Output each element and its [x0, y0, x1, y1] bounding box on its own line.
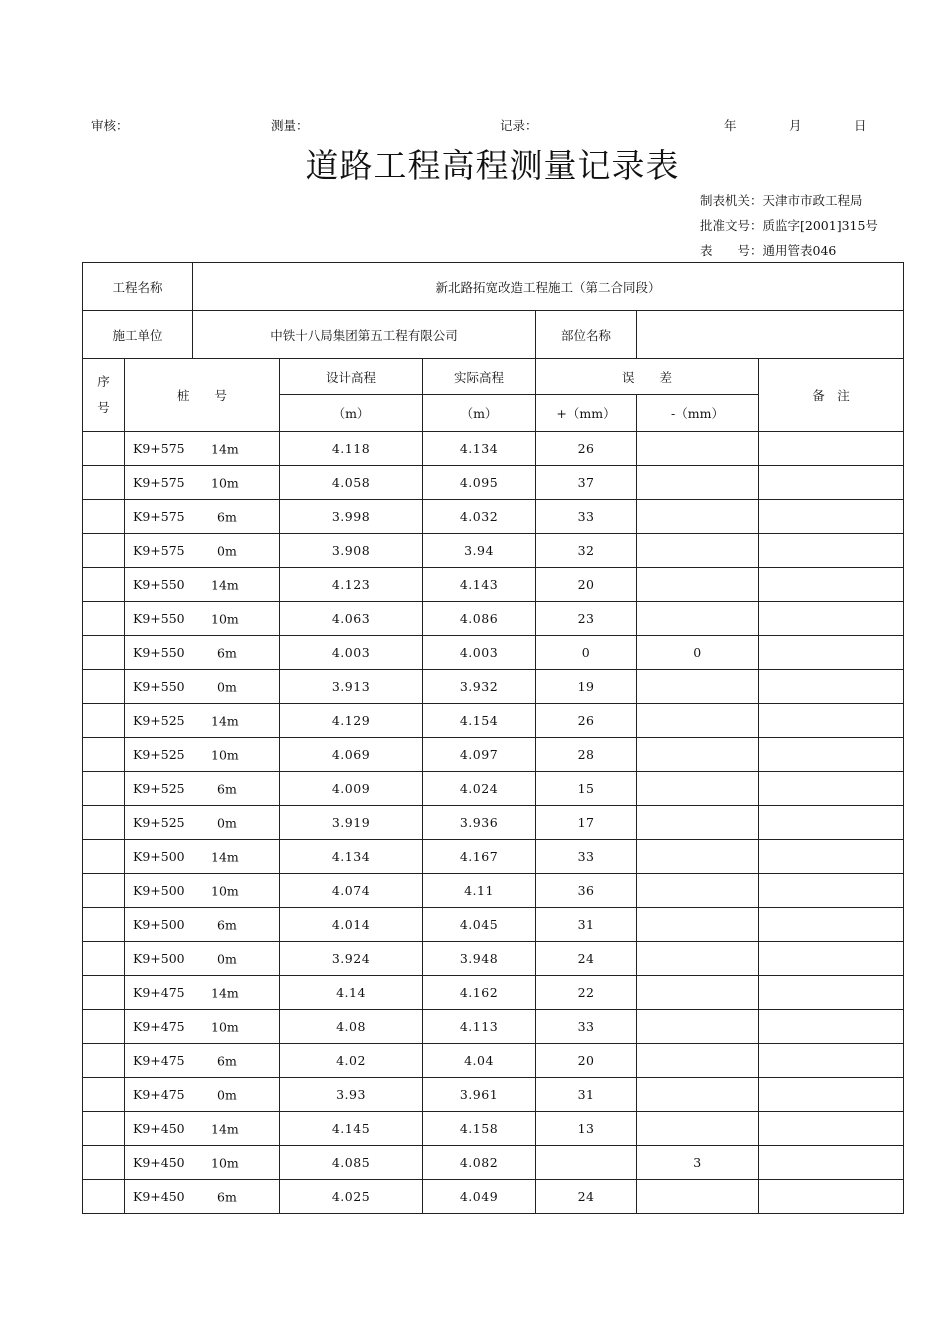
actual-elevation-cell: 4.04: [423, 1044, 536, 1078]
stake-offset: 6m: [217, 1189, 237, 1204]
review-label: 审核：: [91, 118, 129, 133]
actual-elevation-cell: 4.045: [423, 908, 536, 942]
actual-elevation-cell: 4.095: [423, 466, 536, 500]
design-elevation-cell: 3.908: [280, 534, 423, 568]
plus-error-cell: 20: [536, 568, 637, 602]
seq-cell: [83, 942, 125, 976]
minus-error-cell: 0: [637, 636, 759, 670]
design-elevation-cell: 3.913: [280, 670, 423, 704]
seq-cell: [83, 1044, 125, 1078]
unit-label: 施工单位: [83, 311, 193, 359]
stake-cell: [125, 1180, 280, 1214]
table-row: [83, 500, 904, 534]
remark-cell: [759, 1044, 904, 1078]
seq-cell: [83, 1010, 125, 1044]
actual-elevation-cell: 4.113: [423, 1010, 536, 1044]
design-elevation-cell: 4.074: [280, 874, 423, 908]
minus-error-cell: [637, 500, 759, 534]
stake-cell: [125, 806, 280, 840]
minus-error-cell: [637, 1078, 759, 1112]
remark-cell: [759, 670, 904, 704]
table-row: [83, 432, 904, 466]
seq-cell: [83, 636, 125, 670]
minus-error-cell: [637, 466, 759, 500]
plus-error-cell: 24: [536, 1180, 637, 1214]
table-row: [83, 534, 904, 568]
stake-chainage: K9+550: [133, 679, 185, 694]
seq-cell: [83, 1078, 125, 1112]
stake-offset: 10m: [211, 1155, 239, 1170]
design-elevation-cell: 4.14: [280, 976, 423, 1010]
stake-cell: [125, 1112, 280, 1146]
remark-cell: [759, 976, 904, 1010]
plus-error-cell: 23: [536, 602, 637, 636]
remark-cell: [759, 704, 904, 738]
approval-line: 批准文号：质监字[2001]315号: [700, 218, 878, 233]
table-row: [83, 874, 904, 908]
project-value: 新北路拓宽改造工程施工（第二合同段）: [193, 263, 904, 311]
table-row: [83, 840, 904, 874]
table-row: [83, 466, 904, 500]
stake-offset: 0m: [217, 951, 237, 966]
stake-cell: [125, 874, 280, 908]
measure-label: 测量：: [271, 118, 309, 133]
plus-error-cell: 19: [536, 670, 637, 704]
stake-offset: 10m: [211, 747, 239, 762]
signature-row: [0, 116, 950, 136]
design-elevation-cell: 3.924: [280, 942, 423, 976]
minus-error-cell: [637, 942, 759, 976]
table-row: [83, 670, 904, 704]
plus-error-cell: 37: [536, 466, 637, 500]
table-row: [83, 772, 904, 806]
plus-error-cell: 31: [536, 1078, 637, 1112]
seq-cell: [83, 1180, 125, 1214]
remark-cell: [759, 636, 904, 670]
design-header: 设计高程: [280, 359, 423, 395]
seq-cell: [83, 704, 125, 738]
minus-error-cell: [637, 1044, 759, 1078]
remark-cell: [759, 874, 904, 908]
actual-elevation-cell: 4.162: [423, 976, 536, 1010]
stake-chainage: K9+500: [133, 917, 185, 932]
minus-error-cell: [637, 772, 759, 806]
stake-cell: [125, 432, 280, 466]
seq-cell: [83, 534, 125, 568]
seq-header: [83, 359, 125, 432]
actual-elevation-cell: 4.086: [423, 602, 536, 636]
stake-offset: 6m: [217, 509, 237, 524]
minus-error-cell: [637, 806, 759, 840]
actual-elevation-cell: 4.11: [423, 874, 536, 908]
stake-chainage: K9+450: [133, 1121, 185, 1136]
seq-header-b: 号: [97, 400, 110, 415]
minus-error-cell: [637, 1180, 759, 1214]
seq-cell: [83, 908, 125, 942]
record-table: [82, 262, 904, 1214]
remark-cell: [759, 1010, 904, 1044]
plus-error-cell: 0: [536, 636, 637, 670]
minus-error-cell: [637, 1010, 759, 1044]
table-row: [83, 908, 904, 942]
seq-cell: [83, 670, 125, 704]
minus-error-cell: [637, 738, 759, 772]
design-elevation-cell: 4.025: [280, 1180, 423, 1214]
minus-error-cell: [637, 1112, 759, 1146]
stake-chainage: K9+550: [133, 577, 185, 592]
plus-error-cell: 28: [536, 738, 637, 772]
actual-elevation-cell: 4.082: [423, 1146, 536, 1180]
stake-chainage: K9+525: [133, 781, 185, 796]
seq-cell: [83, 1112, 125, 1146]
stake-chainage: K9+475: [133, 1053, 185, 1068]
stake-cell: [125, 1146, 280, 1180]
table-row: [83, 738, 904, 772]
design-elevation-cell: 4.003: [280, 636, 423, 670]
design-elevation-cell: 4.123: [280, 568, 423, 602]
actual-elevation-cell: 3.936: [423, 806, 536, 840]
table-row: [83, 1180, 904, 1214]
actual-elevation-cell: 4.003: [423, 636, 536, 670]
stake-cell: [125, 534, 280, 568]
plus-error-cell: 13: [536, 1112, 637, 1146]
design-elevation-cell: 3.93: [280, 1078, 423, 1112]
stake-cell: [125, 1078, 280, 1112]
minus-error-cell: 3: [637, 1146, 759, 1180]
plus-error-cell: [536, 1146, 637, 1180]
stake-cell: [125, 976, 280, 1010]
stake-offset: 10m: [211, 611, 239, 626]
stake-chainage: K9+575: [133, 543, 185, 558]
minus-error-cell: [637, 704, 759, 738]
actual-elevation-cell: 4.143: [423, 568, 536, 602]
stake-cell: [125, 840, 280, 874]
stake-chainage: K9+550: [133, 611, 185, 626]
stake-chainage: K9+500: [133, 849, 185, 864]
stake-offset: 6m: [217, 917, 237, 932]
stake-offset: 10m: [211, 1019, 239, 1034]
plus-error-cell: 33: [536, 500, 637, 534]
seq-cell: [83, 976, 125, 1010]
minus-error-cell: [637, 432, 759, 466]
minus-error-cell: [637, 840, 759, 874]
unit-value: 中铁十八局集团第五工程有限公司: [193, 311, 536, 359]
stake-cell: [125, 466, 280, 500]
plus-header: +（mm）: [536, 395, 637, 432]
actual-elevation-cell: 4.024: [423, 772, 536, 806]
actual-elevation-cell: 4.097: [423, 738, 536, 772]
table-row: [83, 976, 904, 1010]
table-row: [83, 636, 904, 670]
remark-cell: [759, 1078, 904, 1112]
stake-cell: [125, 636, 280, 670]
project-label: 工程名称: [83, 263, 193, 311]
design-elevation-cell: 4.118: [280, 432, 423, 466]
actual-unit-header: （m）: [423, 395, 536, 432]
table-row: [83, 806, 904, 840]
plus-error-cell: 32: [536, 534, 637, 568]
plus-error-cell: 33: [536, 1010, 637, 1044]
remark-cell: [759, 466, 904, 500]
stake-cell: [125, 500, 280, 534]
seq-cell: [83, 1146, 125, 1180]
actual-elevation-cell: 4.134: [423, 432, 536, 466]
plus-error-cell: 17: [536, 806, 637, 840]
seq-cell: [83, 874, 125, 908]
actual-elevation-cell: 4.167: [423, 840, 536, 874]
stake-offset: 0m: [217, 1087, 237, 1102]
stake-header: 桩 号: [125, 359, 280, 432]
remark-cell: [759, 432, 904, 466]
plus-error-cell: 24: [536, 942, 637, 976]
stake-chainage: K9+475: [133, 1087, 185, 1102]
remark-cell: [759, 738, 904, 772]
table-row: [83, 704, 904, 738]
plus-error-cell: 26: [536, 704, 637, 738]
minus-error-cell: [637, 874, 759, 908]
seq-cell: [83, 466, 125, 500]
design-elevation-cell: 3.919: [280, 806, 423, 840]
remark-cell: [759, 602, 904, 636]
remark-cell: [759, 806, 904, 840]
stake-cell: [125, 942, 280, 976]
stake-chainage: K9+575: [133, 441, 185, 456]
actual-elevation-cell: 4.154: [423, 704, 536, 738]
minus-error-cell: [637, 976, 759, 1010]
stake-cell: [125, 568, 280, 602]
stake-cell: [125, 704, 280, 738]
stake-offset: 6m: [217, 781, 237, 796]
design-elevation-cell: 4.063: [280, 602, 423, 636]
stake-chainage: K9+550: [133, 645, 185, 660]
seq-header-a: 序: [97, 374, 110, 389]
stake-cell: [125, 908, 280, 942]
design-elevation-cell: 4.134: [280, 840, 423, 874]
seq-cell: [83, 432, 125, 466]
stake-offset: 14m: [211, 577, 239, 592]
record-label: 记录：: [500, 118, 538, 133]
issuer-line: 制表机关：天津市市政工程局: [700, 193, 863, 208]
remark-cell: [759, 1180, 904, 1214]
remark-cell: [759, 772, 904, 806]
year-label: 年: [724, 118, 737, 133]
stake-cell: [125, 772, 280, 806]
table-row: [83, 942, 904, 976]
actual-elevation-cell: 3.961: [423, 1078, 536, 1112]
stake-offset: 14m: [211, 985, 239, 1000]
stake-chainage: K9+475: [133, 1019, 185, 1034]
minus-error-cell: [637, 670, 759, 704]
table-row: [83, 1112, 904, 1146]
seq-cell: [83, 840, 125, 874]
table-row: [83, 1146, 904, 1180]
design-elevation-cell: 4.02: [280, 1044, 423, 1078]
remark-header: 备 注: [759, 359, 904, 432]
stake-offset: 0m: [217, 679, 237, 694]
seq-cell: [83, 568, 125, 602]
design-unit-header: （m）: [280, 395, 423, 432]
stake-offset: 10m: [211, 475, 239, 490]
design-elevation-cell: 4.069: [280, 738, 423, 772]
table-row: [83, 1010, 904, 1044]
day-label: 日: [854, 118, 867, 133]
remark-cell: [759, 568, 904, 602]
minus-error-cell: [637, 534, 759, 568]
stake-offset: 14m: [211, 441, 239, 456]
design-elevation-cell: 4.08: [280, 1010, 423, 1044]
plus-error-cell: 33: [536, 840, 637, 874]
remark-cell: [759, 908, 904, 942]
stake-chainage: K9+475: [133, 985, 185, 1000]
table-row: [83, 602, 904, 636]
remark-cell: [759, 942, 904, 976]
minus-error-cell: [637, 602, 759, 636]
stake-offset: 10m: [211, 883, 239, 898]
stake-cell: [125, 1010, 280, 1044]
minus-error-cell: [637, 908, 759, 942]
stake-chainage: K9+575: [133, 509, 185, 524]
actual-elevation-cell: 4.049: [423, 1180, 536, 1214]
seq-cell: [83, 602, 125, 636]
unit-row: [83, 311, 904, 359]
actual-elevation-cell: 3.948: [423, 942, 536, 976]
design-elevation-cell: 4.014: [280, 908, 423, 942]
plus-error-cell: 26: [536, 432, 637, 466]
table-row: [83, 1044, 904, 1078]
project-row: [83, 263, 904, 311]
design-elevation-cell: 3.998: [280, 500, 423, 534]
part-value: [637, 311, 904, 359]
stake-offset: 14m: [211, 713, 239, 728]
minus-header: -（mm）: [637, 395, 759, 432]
actual-elevation-cell: 3.932: [423, 670, 536, 704]
stake-offset: 0m: [217, 815, 237, 830]
remark-cell: [759, 1146, 904, 1180]
stake-chainage: K9+500: [133, 951, 185, 966]
stake-cell: [125, 1044, 280, 1078]
stake-offset: 14m: [211, 849, 239, 864]
plus-error-cell: 31: [536, 908, 637, 942]
stake-offset: 0m: [217, 543, 237, 558]
design-elevation-cell: 4.009: [280, 772, 423, 806]
design-elevation-cell: 4.129: [280, 704, 423, 738]
actual-elevation-cell: 4.158: [423, 1112, 536, 1146]
stake-chainage: K9+450: [133, 1155, 185, 1170]
stake-chainage: K9+575: [133, 475, 185, 490]
stake-offset: 6m: [217, 645, 237, 660]
plus-error-cell: 20: [536, 1044, 637, 1078]
part-label: 部位名称: [536, 311, 637, 359]
stake-cell: [125, 738, 280, 772]
actual-elevation-cell: 3.94: [423, 534, 536, 568]
plus-error-cell: 15: [536, 772, 637, 806]
plus-error-cell: 36: [536, 874, 637, 908]
stake-chainage: K9+525: [133, 815, 185, 830]
remark-cell: [759, 840, 904, 874]
seq-cell: [83, 500, 125, 534]
form-number-line: 表 号：通用管表046: [700, 243, 837, 258]
remark-cell: [759, 1112, 904, 1146]
table-row: [83, 1078, 904, 1112]
design-elevation-cell: 4.145: [280, 1112, 423, 1146]
remark-cell: [759, 500, 904, 534]
actual-elevation-cell: 4.032: [423, 500, 536, 534]
stake-cell: [125, 670, 280, 704]
stake-chainage: K9+450: [133, 1189, 185, 1204]
seq-cell: [83, 772, 125, 806]
seq-cell: [83, 806, 125, 840]
stake-offset: 6m: [217, 1053, 237, 1068]
page-title: 道路工程高程测量记录表: [305, 146, 680, 185]
stake-offset: 14m: [211, 1121, 239, 1136]
table-row: [83, 568, 904, 602]
month-label: 月: [789, 118, 802, 133]
stake-chainage: K9+525: [133, 713, 185, 728]
minus-error-cell: [637, 568, 759, 602]
design-elevation-cell: 4.085: [280, 1146, 423, 1180]
stake-chainage: K9+500: [133, 883, 185, 898]
stake-chainage: K9+525: [133, 747, 185, 762]
seq-cell: [83, 738, 125, 772]
header-row-1: [83, 359, 904, 395]
design-elevation-cell: 4.058: [280, 466, 423, 500]
plus-error-cell: 22: [536, 976, 637, 1010]
stake-cell: [125, 602, 280, 636]
remark-cell: [759, 534, 904, 568]
actual-header: 实际高程: [423, 359, 536, 395]
error-header: 误 差: [536, 359, 759, 395]
